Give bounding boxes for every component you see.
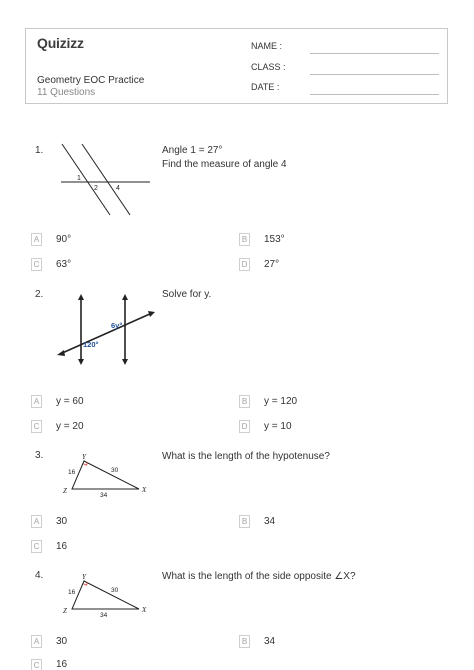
vertex-label-y: Y (82, 453, 86, 461)
q1-option-a-text[interactable]: 90° (56, 234, 72, 245)
side-label-30: 30 (111, 467, 119, 474)
question-1-line-2: Find the measure of angle 4 (162, 159, 287, 170)
parallel-lines-transversal-figure (58, 142, 153, 217)
q4-option-b-letter[interactable]: B (239, 635, 250, 648)
vertex-label-z: Z (63, 487, 67, 495)
q3-option-b-letter[interactable]: B (239, 515, 250, 528)
class-field[interactable] (310, 74, 439, 75)
q1-option-c-text[interactable]: 63° (56, 259, 72, 270)
side-label-16: 16 (68, 589, 76, 596)
name-field[interactable] (310, 53, 439, 54)
vertex-label-x: X (142, 486, 147, 494)
q2-option-d-text[interactable]: y = 10 (264, 421, 292, 432)
date-label: DATE : (251, 82, 280, 92)
right-triangle-figure (60, 571, 155, 621)
q4-option-a-text[interactable]: 30 (56, 636, 68, 647)
q1-option-d-text[interactable]: 27° (264, 259, 280, 270)
vertex-label-y: Y (82, 573, 86, 581)
side-label-16: 16 (68, 469, 76, 476)
question-1-number: 1. (35, 145, 44, 156)
angle-label-6y: 6y° (111, 321, 123, 330)
quizizz-logo: Quizizz (37, 35, 84, 51)
question-3-text (162, 450, 330, 464)
q2-option-d-letter[interactable]: D (239, 420, 250, 433)
question-2-number: 2. (35, 289, 44, 300)
question-4-line-1: What is the length of the side opposite ∠X? (162, 571, 356, 582)
q4-option-c-text[interactable]: 16 (56, 659, 68, 670)
q2-option-c-text[interactable]: y = 20 (56, 421, 84, 432)
vertex-label-x: X (142, 606, 147, 614)
angle-label-1: 1 (77, 175, 81, 182)
q4-option-c-letter[interactable]: C (31, 659, 42, 670)
angle-label-4: 4 (116, 185, 120, 192)
worksheet-title: Geometry EOC Practice (37, 75, 145, 86)
q2-option-a-letter[interactable]: A (31, 395, 42, 408)
q3-option-c-text[interactable]: 16 (56, 541, 68, 552)
question-3-number: 3. (35, 450, 44, 461)
q2-option-b-text[interactable]: y = 120 (264, 396, 298, 407)
right-triangle-figure (60, 451, 155, 501)
vertex-label-z: Z (63, 607, 67, 615)
q2-option-b-letter[interactable]: B (239, 395, 250, 408)
angle-label-2: 2 (94, 185, 98, 192)
q1-option-b-letter[interactable]: B (239, 233, 250, 246)
question-3-line-1: What is the length of the hypotenuse? (162, 451, 330, 462)
side-label-30: 30 (111, 587, 119, 594)
q2-option-a-text[interactable]: y = 60 (56, 396, 84, 407)
question-2-line-1: Solve for y. (162, 289, 212, 300)
worksheet-header (25, 28, 448, 104)
question-count: 11 Questions (37, 87, 96, 98)
name-label: NAME : (251, 41, 283, 51)
q3-option-c-letter[interactable]: C (31, 540, 42, 553)
q3-option-a-letter[interactable]: A (31, 515, 42, 528)
q3-option-a-text[interactable]: 30 (56, 516, 68, 527)
question-2-text (162, 288, 211, 302)
q3-option-b-text[interactable]: 34 (264, 516, 276, 527)
q1-option-d-letter[interactable]: D (239, 258, 250, 271)
side-label-34: 34 (100, 612, 108, 619)
question-1-line-1: Angle 1 = 27° (162, 145, 223, 156)
question-4-text (162, 570, 356, 584)
q4-option-a-letter[interactable]: A (31, 635, 42, 648)
angle-label-120: 120° (83, 340, 99, 349)
q1-option-b-text[interactable]: 153° (264, 234, 285, 245)
side-label-34: 34 (100, 492, 108, 499)
date-field[interactable] (310, 94, 439, 95)
q4-option-b-text[interactable]: 34 (264, 636, 276, 647)
question-1-text (162, 144, 287, 172)
q1-option-c-letter[interactable]: C (31, 258, 42, 271)
q1-option-a-letter[interactable]: A (31, 233, 42, 246)
q2-option-c-letter[interactable]: C (31, 420, 42, 433)
class-label: CLASS : (251, 62, 286, 72)
parallel-lines-angle-figure (56, 292, 156, 370)
question-4-number: 4. (35, 570, 44, 581)
